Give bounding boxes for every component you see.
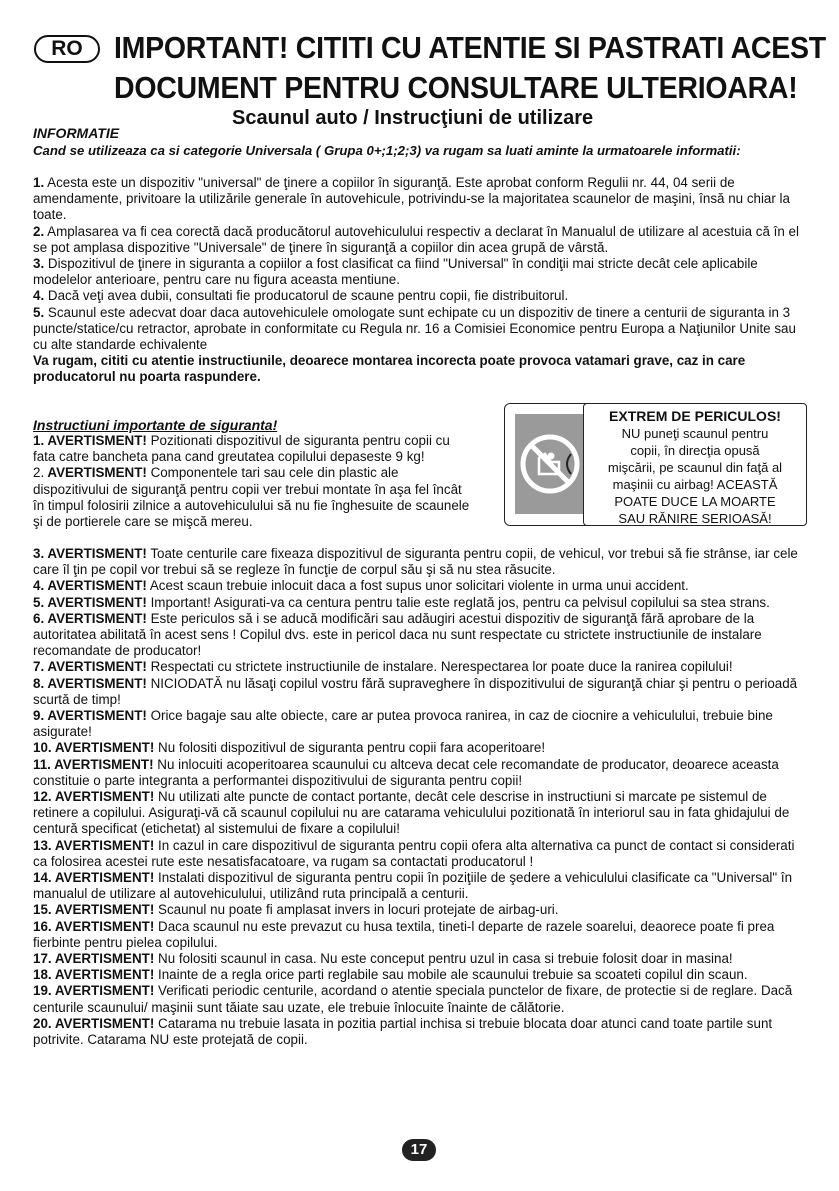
document-subtitle: Scaunul auto / Instrucţiuni de utilizare bbox=[232, 107, 594, 129]
info-item: 3. Dispozitivul de ţinere in siguranta a copiilor a fost clasificat ca fiind "Universal" în condiţii mai stricte decât cele aplicabile modelelor anterioare, pentru care nu figura aceasta mentiune. bbox=[33, 256, 758, 288]
warning-item: 20. AVERTISMENT! Catarama nu trebuie lasata in pozitia partial inchisa si trebuie blocata doar atunci cand toate partile sunt potrivite. Catarama NU este protejată de copii. bbox=[33, 1015, 773, 1048]
warning-item: 3. AVERTISMENT! Toate centurile care fixeaza dispozitivul de siguranta pentru copii, de vehicul, vor trebui să fie strânse, iar cele care îl ţin pe copil vor trebui să se regleze în funcţie de corpul său şi să nu stea răsucite. bbox=[33, 546, 798, 578]
warning-item: 6. AVERTISMENT! Este periculos să i se aducă modificări sau adăugiri acestui dispozitiv de siguranţă fără aprobare de la autoritatea abilitată în acest sens ! Copilul dvs. este in pericol daca nu sunt respectate cu strictete instructiunile de instalare recomandate de producator! bbox=[33, 610, 762, 659]
info-item: 1. Acesta este un dispozitiv "universal" de ţinere a copiilor în siguranţă. Este aprobat conform Regulii nr. 44, 04 serii de amendamente, privitoare la utilizările generale în autovehicule, potrivindu-se la majoritatea scaunelor de maşini, însă nu chiar la toate. bbox=[33, 175, 790, 223]
no-rear-facing-seat-airbag-icon bbox=[515, 414, 585, 514]
danger-heading: EXTREM DE PERICULOS! bbox=[609, 408, 781, 424]
info-item: 2. Amplasarea va fi cea corectă dacă producătorul autovehiculului respectiv a declarat în Manualul de utilizare al acestuia că în el se pot amplasa dispozitive "Universale" de ţinere în siguranţă a copiilor din acea grupă de vârstă. bbox=[33, 223, 799, 255]
danger-text-panel bbox=[583, 403, 807, 526]
danger-warning-box bbox=[504, 403, 806, 526]
info-item: 5. Scaunul este adecvat doar daca autovehiculele omologate sunt echipate cu un dispozitiv de tinere a centurii de siguranta in 3 puncte/statice/cu retractor, aprobate in conformitate cu Regula nr. 16 a Comisiei Economice pentru Europa a Naţiunilor Unite sau cu alte standarde echivalente bbox=[33, 304, 796, 353]
warning-item: 16. AVERTISMENT! Daca scaunul nu este prevazut cu husa textila, tineti-l departe de razele soarelui, deaorece poate fi prea fierbinte pentru pielea copilului. bbox=[33, 918, 775, 950]
warning-item: 1. AVERTISMENT! Pozitionati dispozitivul de siguranta pentru copii cu fata catre bancheta pana cand greutatea copilului depaseste 9 kg! bbox=[33, 433, 450, 465]
warning-item: 4. AVERTISMENT! Acest scaun trebuie inlocuit daca a fost supus unor solicitari violente in urma unui accident. bbox=[33, 578, 689, 594]
page-title-line-2: DOCUMENT PENTRU CONSULTARE ULTERIOARA! bbox=[114, 70, 798, 105]
warning-list-left bbox=[33, 433, 473, 530]
safety-instructions-heading: Instructiuni importante de siguranta! bbox=[33, 417, 278, 433]
warning-list-full bbox=[33, 546, 811, 1048]
warning-item: 5. AVERTISMENT! Important! Asigurati-va ca centura pentru talie este reglată jos, pentru ca pelvisul copilului sa stea strans. bbox=[33, 594, 770, 610]
info-intro: Cand se utilizeaza ca si categorie Universala ( Grupa 0+;1;2;3) va rugam sa luati aminte la urmatoarele informatii: bbox=[33, 143, 741, 158]
bold-notice: Va rugam, cititi cu atentie instructiunile, deoarece montarea incorecta poate provoca vatamari grave, caz in care producatorul nu poarta raspundere. bbox=[33, 353, 746, 385]
warning-item: 8. AVERTISMENT! NICIODATĂ nu lăsaţi copilul vostru fără supraveghere în dispozitivului de siguranţă chiar şi pentru o perioadă scurtă de timp! bbox=[33, 675, 798, 707]
warning-item: 2. AVERTISMENT! Componentele tari sau cele din plastic ale dispozitivului de siguranţă pentru copii ver trebui montate în aşa fel încât în timpul folosirii zilnice a autovehiculului să nu fie înghesuite de scaunele şi de portierele care se mişcă mereu. bbox=[33, 465, 470, 530]
warning-item: 17. AVERTISMENT! Nu folositi scaunul in casa. Nu este conceput pentru uzul in casa si trebuie folosit doar in masina! bbox=[33, 951, 733, 967]
page-number-badge: 17 bbox=[402, 1139, 436, 1161]
warning-item: 9. AVERTISMENT! Orice bagaje sau alte obiecte, care ar putea provoca ranirea, in caz de ciocnire a vehiculului, trebuie bine asigurate! bbox=[33, 708, 773, 740]
warning-item: 7. AVERTISMENT! Respectati cu strictete instructiunile de instalare. Nerespectarea lor poate duce la ranirea copilului! bbox=[33, 659, 733, 675]
warning-item: 19. AVERTISMENT! Verificati periodic centurile, acordand o atentie speciala punctelor de fixare, de protectie si de reglare. Dacă centurile scaunului/ maşinii sunt tăiate sau uzate, ele trebuie înlocuite înainte de călătorie. bbox=[33, 983, 793, 1015]
language-badge: RO bbox=[34, 35, 100, 63]
warning-item: 13. AVERTISMENT! In cazul in care dispozitivul de siguranta pentru copii ofera alta alternativa ca punct de contact si considerati ca folosirea acestei rute este nesatisfacatoare, va rugam sa contactati producatorul ! bbox=[33, 837, 795, 869]
warning-item: 10. AVERTISMENT! Nu folositi dispozitivul de siguranta pentru copii fara acoperitoare! bbox=[33, 740, 546, 756]
info-item: 4. Dacă veţi avea dubii, consultati fie producatorul de scaune pentru copii, fie distribuitorul. bbox=[33, 288, 569, 304]
danger-text: NU puneţi scaunul pentru copii, în direcţia opusă mişcării, pe scaunul din faţă al maşinii cu airbag! ACEASTĂ POATE DUCE LA MOARTE SAU RĂNIRE SERIOASĂ! bbox=[607, 426, 783, 526]
warning-item: 11. AVERTISMENT! Nu inlocuiti acoperitoarea scaunului cu altceva decat cele recomandate de producator, deoarece aceasta constituie o parte integranta a performantei dispozitivului de siguranta pentru copii! bbox=[33, 756, 779, 788]
warning-item: 15. AVERTISMENT! Scaunul nu poate fi amplasat invers in locuri protejate de airbag-uri. bbox=[33, 902, 559, 918]
info-heading: INFORMATIE bbox=[33, 125, 120, 141]
warning-item: 18. AVERTISMENT! Inainte de a regla orice parti reglabile sau mobile ale scaunului trebuie sa scoateti copilul din scaun. bbox=[33, 967, 748, 983]
warning-item: 14. AVERTISMENT! Instalati dispozitivul de siguranta pentru copii în poziţiile de şedere a vehiculului clasificate ca "Universal" în manualul de utilizare al autovehiculului, utilizând ruta principală a centurii. bbox=[33, 870, 793, 902]
page-title-line-1: IMPORTANT! CITITI CU ATENTIE SI PASTRATI ACEST bbox=[114, 30, 826, 65]
warning-item: 12. AVERTISMENT! Nu utilizati alte puncte de contact portante, decât cele descrise in instructiuni si marcate pe sistemul de retinere a copilului. Asiguraţi-vă că scaunul copilului nu are catarama vehiculului pozitionată în interiorul sau in fata ghidajului de centură specificat (etichetat) al sistemului de fixare a copilului! bbox=[33, 789, 790, 837]
info-list bbox=[33, 175, 809, 386]
